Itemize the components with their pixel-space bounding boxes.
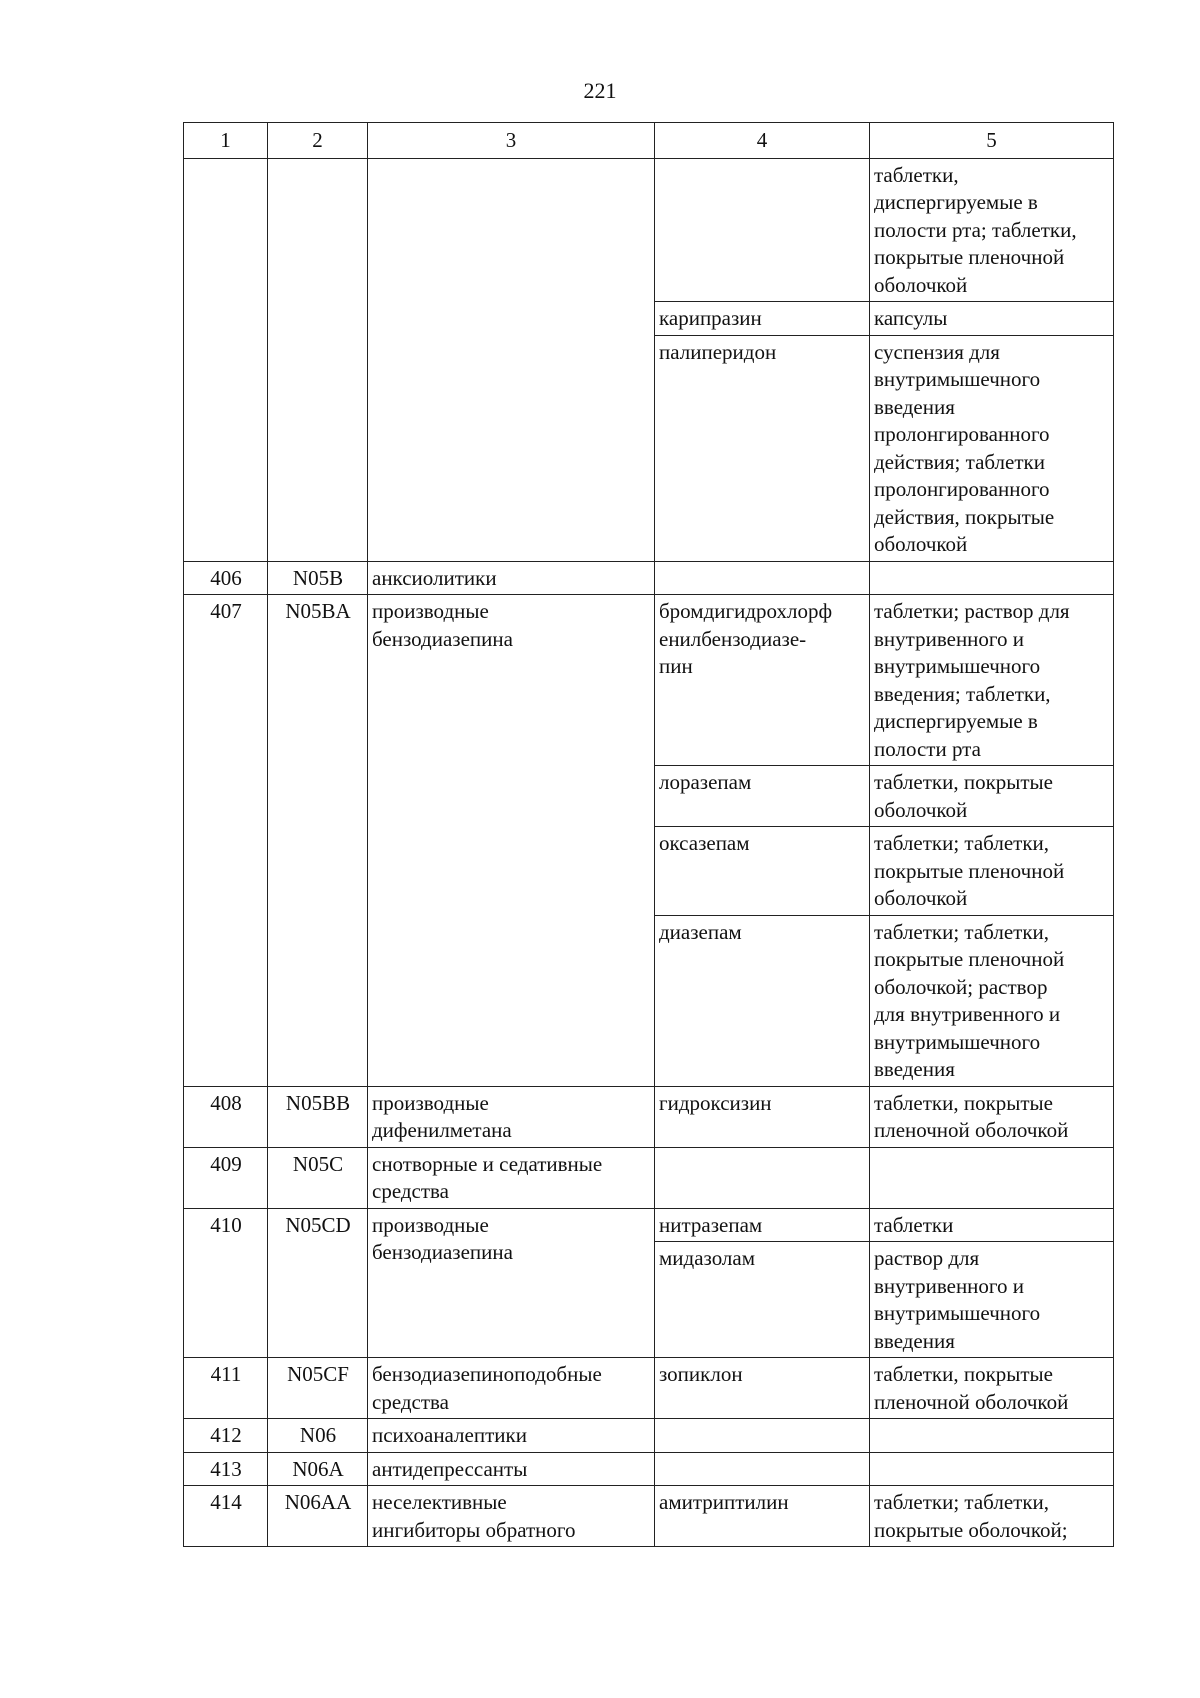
- group-name-cell: анксиолитики: [368, 561, 655, 595]
- atc-code-cell: N05CF: [268, 1358, 368, 1419]
- dosage-form-cell: таблетки; таблетки, покрытые оболочкой;: [870, 1486, 1114, 1547]
- dosage-form-cell: [870, 1419, 1114, 1453]
- row-number-cell: 413: [184, 1452, 268, 1486]
- header-cell: 3: [368, 123, 655, 159]
- dosage-form-cell: таблетки, покрытые оболочкой: [870, 766, 1114, 827]
- dosage-form-cell: капсулы: [870, 302, 1114, 336]
- group-name-cell: антидепрессанты: [368, 1452, 655, 1486]
- drug-name-cell: мидазолам: [655, 1242, 870, 1358]
- row-number-cell: 411: [184, 1358, 268, 1419]
- group-name-cell: производные дифенилметана: [368, 1086, 655, 1147]
- drug-name-cell: [655, 1419, 870, 1453]
- dosage-form-cell: таблетки, диспергируемые в полости рта; таблетки, покрытые пленочной оболочкой: [870, 158, 1114, 302]
- atc-code-cell: N05B: [268, 561, 368, 595]
- drug-name-cell: лоразепам: [655, 766, 870, 827]
- drug-name-cell: [655, 561, 870, 595]
- group-name-cell: неселективные ингибиторы обратного: [368, 1486, 655, 1547]
- dosage-form-cell: таблетки, покрытые пленочной оболочкой: [870, 1086, 1114, 1147]
- table-row: [184, 561, 1114, 595]
- header-cell: 1: [184, 123, 268, 159]
- dosage-form-cell: [870, 1452, 1114, 1486]
- row-number-cell: 412: [184, 1419, 268, 1453]
- header-cell: 4: [655, 123, 870, 159]
- row-number-cell: 408: [184, 1086, 268, 1147]
- drug-name-cell: амитриптилин: [655, 1486, 870, 1547]
- dosage-form-cell: таблетки, покрытые пленочной оболочкой: [870, 1358, 1114, 1419]
- drug-name-cell: нитразепам: [655, 1208, 870, 1242]
- row-number-cell: 406: [184, 561, 268, 595]
- table-row: [184, 158, 1114, 302]
- table-row: [184, 1419, 1114, 1453]
- group-name-cell: производные бензодиазепина: [368, 595, 655, 1087]
- drug-name-cell: диазепам: [655, 915, 870, 1086]
- header-cell: 2: [268, 123, 368, 159]
- atc-code-cell: N06A: [268, 1452, 368, 1486]
- table-row: [184, 1358, 1114, 1419]
- drug-name-cell: [655, 1452, 870, 1486]
- atc-code-cell: N05C: [268, 1147, 368, 1208]
- atc-code-cell: [268, 158, 368, 561]
- atc-code-cell: N06: [268, 1419, 368, 1453]
- table-row: [184, 1147, 1114, 1208]
- row-number-cell: [184, 158, 268, 561]
- row-number-cell: 414: [184, 1486, 268, 1547]
- dosage-form-cell: таблетки; таблетки, покрытые пленочной оболочкой: [870, 827, 1114, 916]
- drug-table: [183, 122, 1114, 1547]
- atc-code-cell: N05CD: [268, 1208, 368, 1358]
- page-number: 221: [583, 78, 617, 103]
- drug-name-cell: [655, 158, 870, 302]
- drug-name-cell: зопиклон: [655, 1358, 870, 1419]
- atc-code-cell: N05BA: [268, 595, 368, 1087]
- table-row: [184, 1086, 1114, 1147]
- dosage-form-cell: суспензия для внутримышечного введения пролонгированного действия; таблетки пролонгированного действия, покрытые оболочкой: [870, 335, 1114, 561]
- group-name-cell: психоаналептики: [368, 1419, 655, 1453]
- dosage-form-cell: [870, 561, 1114, 595]
- table-row: [184, 1452, 1114, 1486]
- row-number-cell: 407: [184, 595, 268, 1087]
- header-cell: 5: [870, 123, 1114, 159]
- group-name-cell: производные бензодиазепина: [368, 1208, 655, 1358]
- table-row: [184, 1486, 1114, 1547]
- table-header-row: [184, 123, 1114, 159]
- group-name-cell: снотворные и седативные средства: [368, 1147, 655, 1208]
- group-name-cell: [368, 158, 655, 561]
- table-row: [184, 1208, 1114, 1242]
- atc-code-cell: N06AA: [268, 1486, 368, 1547]
- dosage-form-cell: [870, 1147, 1114, 1208]
- drug-name-cell: бромдигидрохлорф енилбензодиазе- пин: [655, 595, 870, 766]
- dosage-form-cell: раствор для внутривенного и внутримышечного введения: [870, 1242, 1114, 1358]
- dosage-form-cell: таблетки; раствор для внутривенного и внутримышечного введения; таблетки, диспергируемые в полости рта: [870, 595, 1114, 766]
- drug-name-cell: [655, 1147, 870, 1208]
- table-row: [184, 595, 1114, 766]
- row-number-cell: 410: [184, 1208, 268, 1358]
- drug-name-cell: гидроксизин: [655, 1086, 870, 1147]
- dosage-form-cell: таблетки; таблетки, покрытые пленочной оболочкой; раствор для внутривенного и внутримышечного введения: [870, 915, 1114, 1086]
- drug-name-cell: карипразин: [655, 302, 870, 336]
- atc-code-cell: N05BB: [268, 1086, 368, 1147]
- dosage-form-cell: таблетки: [870, 1208, 1114, 1242]
- drug-name-cell: палиперидон: [655, 335, 870, 561]
- group-name-cell: бензодиазепиноподобные средства: [368, 1358, 655, 1419]
- drug-name-cell: оксазепам: [655, 827, 870, 916]
- row-number-cell: 409: [184, 1147, 268, 1208]
